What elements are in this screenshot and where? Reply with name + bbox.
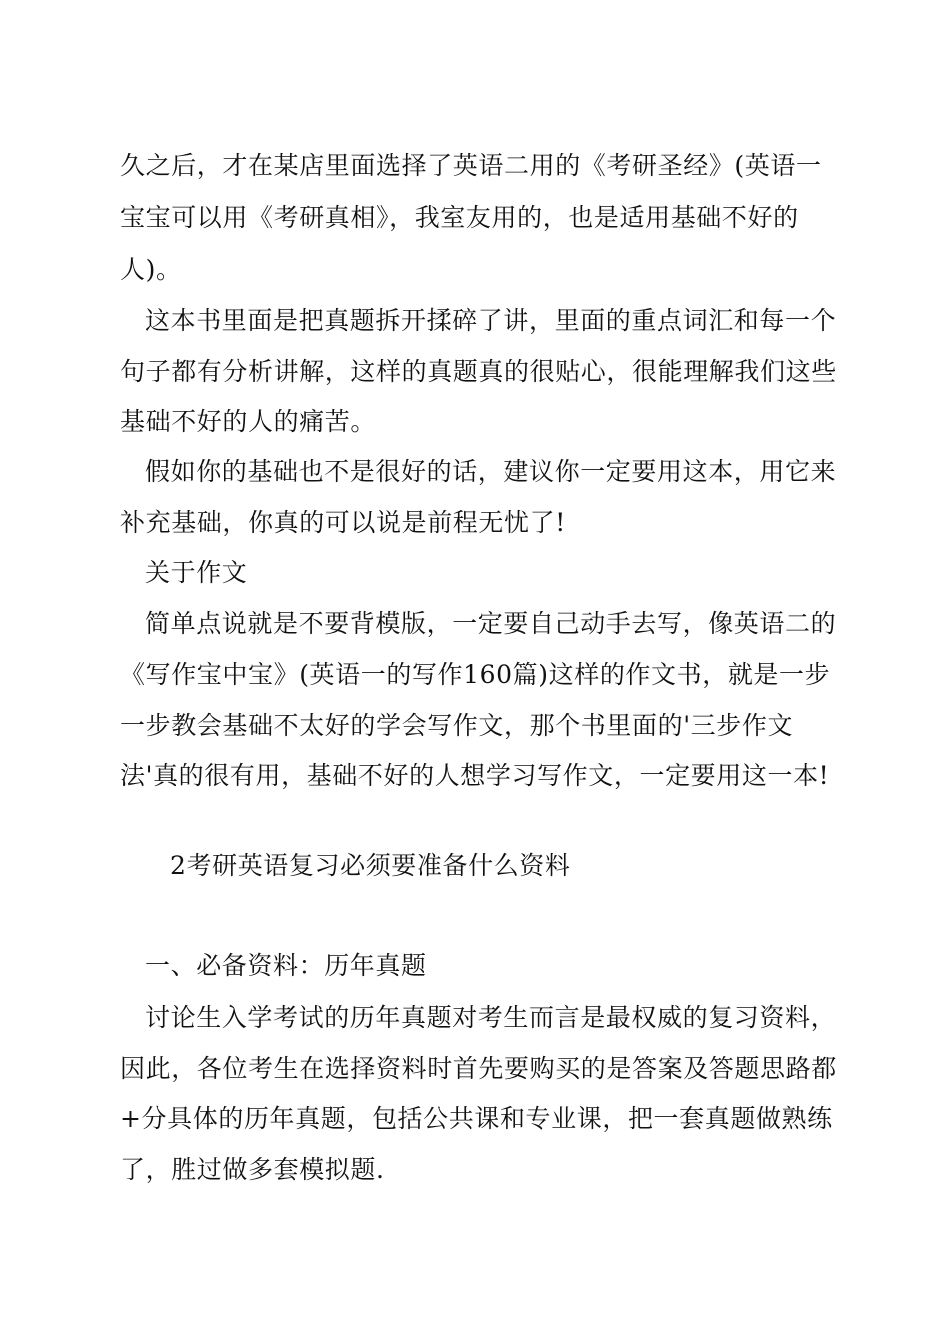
subsection-heading: 一、必备资料：历年真题 <box>145 951 427 980</box>
paragraph-line: 法'真的很有用，基础不好的人想学习写作文，一定要用这一本! <box>120 761 830 790</box>
paragraph-line: 因此，各位考生在选择资料时首先要购买的是答案及答题思路都 <box>120 1054 837 1083</box>
paragraph-line: 这本书里面是把真题拆开揉碎了讲，里面的重点词汇和每一个 <box>145 306 837 335</box>
paragraph-line: +分具体的历年真题，包括公共课和专业课，把一套真题做熟练 <box>120 1104 833 1133</box>
paragraph-line: 假如你的基础也不是很好的话，建议你一定要用这本，用它来 <box>145 457 837 486</box>
section-label: 关于作文 <box>145 558 248 587</box>
paragraph-line: 宝宝可以用《考研真相》，我室友用的，也是适用基础不好的 <box>120 203 799 232</box>
paragraph-line: 基础不好的人的痛苦。 <box>120 407 377 436</box>
section-heading: 2考研英语复习必须要准备什么资料 <box>170 851 571 880</box>
paragraph-line: 了，胜过做多套模拟题. <box>120 1155 385 1184</box>
paragraph-line: 一步教会基础不太好的学会写作文，那个书里面的'三步作文 <box>120 711 794 740</box>
paragraph-line: 句子都有分析讲解，这样的真题真的很贴心，很能理解我们这些 <box>120 357 837 386</box>
paragraph-line: 讨论生入学考试的历年真题对考生而言是最权威的复习资料， <box>145 1003 837 1032</box>
paragraph-line: 人)。 <box>120 255 182 284</box>
paragraph-line: 补充基础，你真的可以说是前程无忧了! <box>120 508 566 537</box>
paragraph-line: 简单点说就是不要背模版，一定要自己动手去写，像英语二的 <box>145 609 837 638</box>
paragraph-line: 久之后，才在某店里面选择了英语二用的《考研圣经》(英语一 <box>120 151 822 180</box>
paragraph-line: 《写作宝中宝》(英语一的写作160篇)这样的作文书，就是一步 <box>120 660 831 689</box>
